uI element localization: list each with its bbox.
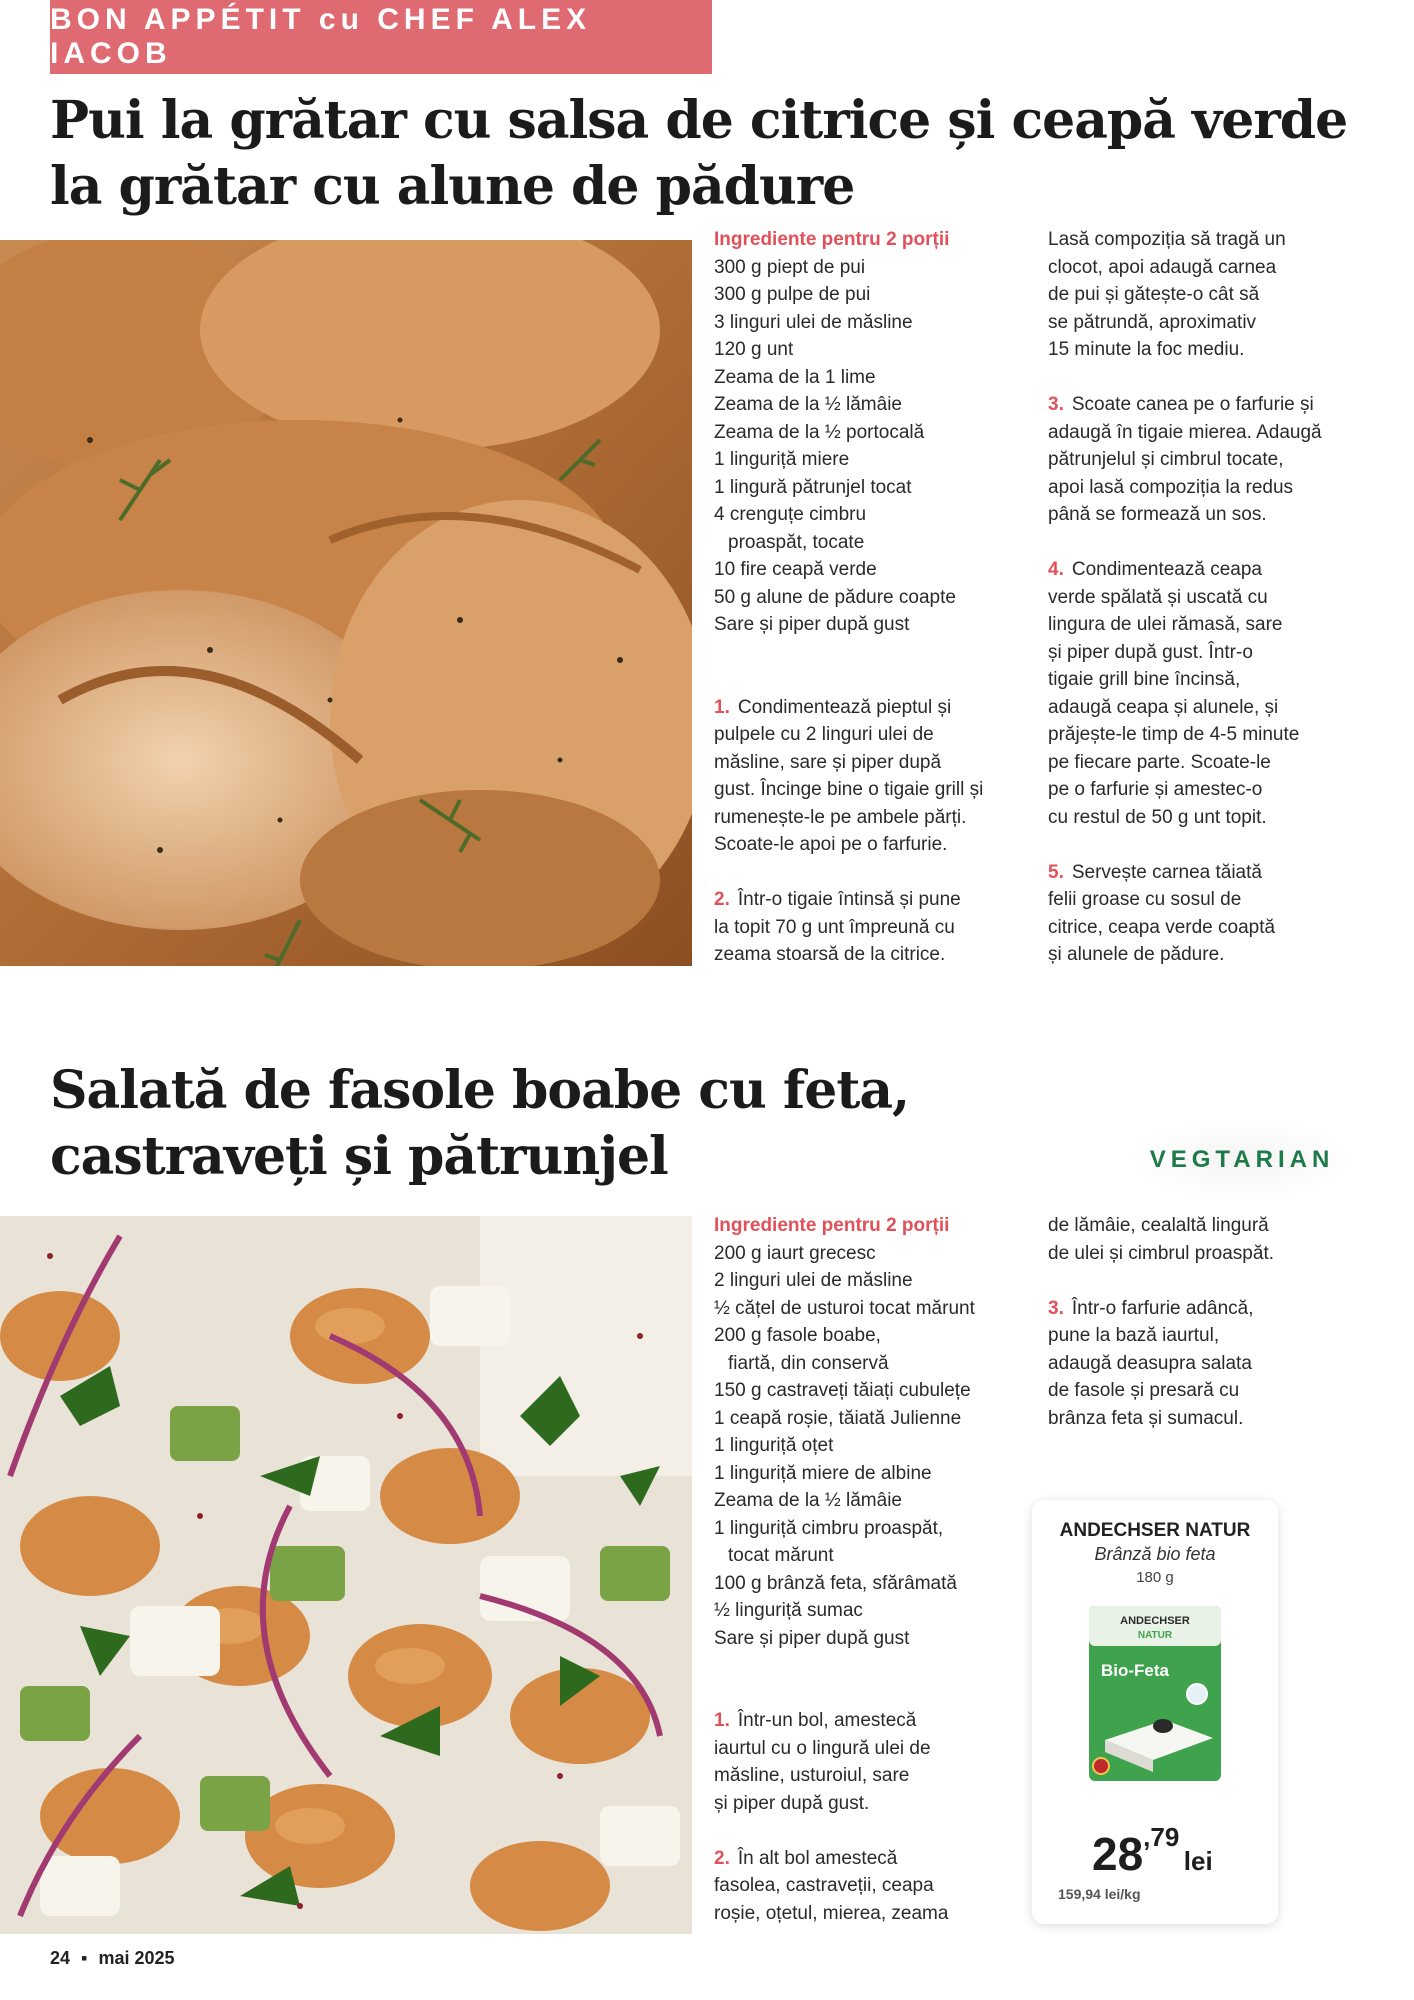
step-text: și alunele de pădure. [1048,944,1225,965]
step-text: adaugă deasupra salata [1048,1352,1252,1374]
recipe2-title-line: castraveți și pătrunjel [50,1126,668,1187]
step-text: Lasă compoziția să tragă un [1048,229,1286,250]
step-number: 1. [714,696,730,718]
product-name: Brânză bio feta [1094,1544,1216,1564]
step-text: măsline, sare și piper după [714,751,942,773]
section-banner: BON APPÉTIT cu CHEF ALEX IACOB [50,0,712,74]
pack-brand-text: ANDECHSER [1120,1615,1190,1627]
ingredient-item: 150 g castraveți tăiați cubulețe [714,1380,971,1401]
step-text: Condimentează ceapa [1071,559,1262,580]
recipe1-step-1 [714,694,983,859]
recipe1-step-4 [1048,556,1322,831]
recipe1-step-2 [714,886,983,969]
ingredient-item: Zeama de la 1 lime [714,366,876,388]
step-number: 2. [714,889,730,910]
product-price [1092,1822,1213,1881]
ingredient-item: Zeama de la ½ lămâie [714,1490,902,1511]
issue-date: mai 2025 [98,1948,175,1968]
recipe2-ingredients-heading: Ingrediente pentru 2 porții [714,1215,950,1236]
step-text: și piper după gust. [714,1792,870,1814]
ingredient-item: ½ cățel de usturoi tocat mărunt [714,1297,975,1319]
unit-price: 159,94 lei/kg [1058,1886,1141,1902]
ingredient-item: Zeama de la ½ portocală [714,421,925,443]
step-number: 3. [1048,1297,1064,1319]
ingredient-item: Sare și piper după gust [714,1627,910,1649]
step-text: adaugă ceapa și alunele, și [1048,696,1279,718]
step-text: Servește carnea tăiată [1071,861,1262,883]
ingredient-item: fiartă, din conservă [728,1352,889,1374]
ingredient-item: 200 g iaurt grecesc [714,1242,876,1264]
pack-label-text: Bio-Feta [1101,1661,1169,1680]
step-text: rumenește-le pe ambele părți. [714,806,967,828]
step-text: Scoate canea pe o farfurie și [1071,394,1314,415]
ingredient-item: 10 fire ceapă verde [714,559,877,580]
step-text: se pătrundă, aproximativ [1048,311,1257,333]
ingredient-item: 200 g fasole boabe, [714,1325,881,1346]
ingredient-item: 1 linguriță cimbru proaspăt, [714,1517,944,1539]
ingredient-item: tocat mărunt [728,1545,834,1566]
step-text: Într-un bol, amestecă [737,1710,917,1731]
ingredient-item: Zeama de la ½ lămâie [714,394,902,415]
product-quantity: 180 g [1136,1569,1174,1586]
recipe1-title [50,88,1347,220]
step-text: Într-o tigaie întinsă și pune [737,889,961,910]
step-text: de pui și gătește-o cât să [1048,284,1260,305]
step-text: pătrunjelul și cimbrul tocate, [1048,449,1284,470]
price-decimals: ,79 [1143,1822,1180,1852]
ingredient-item: 1 ceapă roșie, tăiată Julienne [714,1407,962,1429]
ingredient-item: ½ linguriță sumac [714,1600,863,1621]
ingredient-item: 1 linguriță miere [714,449,850,470]
recipe2-step-3 [1048,1295,1274,1433]
step-text: de ulei și cimbrul proaspăt. [1048,1242,1274,1264]
step-text: și piper după gust. Într-o [1048,641,1253,663]
step-text: clocot, apoi adaugă carnea [1048,256,1277,278]
step-text: Scoate-le apoi pe o farfurie. [714,834,948,855]
step-number: 3. [1048,394,1064,415]
step-text: de fasole și presară cu [1048,1380,1240,1401]
grilled-chicken-photo [0,240,692,966]
recipe1-title-line: Pui la grătar cu salsa de citrice și ceapă verde [50,90,1348,151]
step-text: roșie, oțetul, mierea, zeama [714,1902,949,1924]
recipe2-ingredients-column [714,1212,975,1927]
step-number: 4. [1048,559,1064,580]
step-text: adaugă în tigaie mierea. Adaugă [1048,421,1322,443]
step-text: până se formează un sos. [1048,504,1267,525]
step-text: prăjește-le timp de 4-5 minute [1048,724,1300,745]
recipe1-ingredients-heading: Ingrediente pentru 2 porții [714,229,950,250]
ingredient-item: 300 g pulpe de pui [714,284,871,305]
recipe2-step-2 [714,1845,975,1928]
recipe1-step-5 [1048,859,1322,969]
step-text: pulpele cu 2 linguri ulei de [714,724,934,745]
ingredient-item: 2 linguri ulei de măsline [714,1270,913,1291]
step-text: Condimentează pieptul și [737,696,952,718]
step-text: citrice, ceapa verde coaptă [1048,916,1276,938]
ingredient-item: proaspăt, tocate [728,531,865,553]
step-text: de lămâie, cealaltă lingură [1048,1215,1269,1236]
step-text: lingura de ulei rămasă, sare [1048,614,1283,635]
step-text: pe o farfurie și amestec-o [1048,779,1263,800]
step-text: pe fiecare parte. Scoate-le [1048,751,1271,773]
step-text: 15 minute la foc mediu. [1048,339,1245,360]
step-text: fasolea, castraveții, ceapa [714,1875,934,1896]
ingredient-item: 300 g piept de pui [714,256,866,278]
step-number: 2. [714,1847,730,1869]
ingredient-item: 1 lingură pătrunjel tocat [714,476,912,498]
ingredient-item: Sare și piper după gust [714,614,910,635]
recipe1-ingredients-column [714,226,983,969]
step-text: tigaie grill bine încinsă, [1048,669,1241,690]
product-card[interactable] [1032,1500,1278,1924]
page-number: 24 [50,1948,71,1968]
step-text: iaurtul cu o lingură ulei de [714,1737,931,1759]
product-brand: ANDECHSER NATUR [1059,1520,1251,1541]
recipe2-steps-column [1048,1212,1274,1432]
step-text: pune la bază iaurtul, [1048,1325,1220,1346]
step-text: la topit 70 g unt împreună cu [714,916,955,938]
ingredient-item: 3 linguri ulei de măsline [714,311,913,333]
recipe2-title [50,1058,909,1190]
recipe1-step-3 [1048,391,1322,529]
page-footer: 24 ▪ mai 2025 [50,1948,175,1968]
ingredient-item: 120 g unt [714,339,794,360]
step-number: 5. [1048,861,1064,883]
step-text: zeama stoarsă de la citrice. [714,944,946,965]
step-text: brânza feta și sumacul. [1048,1407,1244,1429]
step-text: În alt bol amestecă [737,1847,898,1869]
step-text: apoi lasă compoziția la redus [1048,476,1294,498]
recipe2-step-1 [714,1707,975,1817]
step-text: verde spălată și uscată cu [1048,586,1268,608]
ingredient-item: 50 g alune de pădure coapte [714,586,956,608]
step-text: gust. Încinge bine o tigaie grill și [714,779,984,800]
step-number: 1. [714,1710,730,1731]
price-integer: 28 [1092,1828,1144,1880]
price-currency: lei [1183,1846,1213,1876]
bean-salad-photo [0,1216,692,1934]
vegetarian-badge: VEGTARIAN [1132,1120,1352,1200]
pack-sub-text: NATUR [1137,1630,1173,1641]
step-text: felii groase cu sosul de [1048,889,1242,910]
recipe1-title-line: la grătar cu alune de pădure [50,156,855,217]
step-text: Într-o farfurie adâncă, [1071,1297,1254,1319]
ingredient-item: 1 linguriță miere de albine [714,1462,932,1484]
ingredient-item: 4 crenguțe cimbru [714,504,867,525]
ingredient-item: 1 linguriță oțet [714,1435,834,1456]
recipe1-steps-column [1048,226,1322,969]
step-text: măsline, usturoiul, sare [714,1765,910,1786]
product-package-image [1085,1600,1225,1785]
step-text: cu restul de 50 g unt topit. [1048,806,1267,828]
recipe2-title-line: Salată de fasole boabe cu feta, [50,1060,910,1121]
ingredient-item: 100 g brânză feta, sfărâmată [714,1572,957,1594]
